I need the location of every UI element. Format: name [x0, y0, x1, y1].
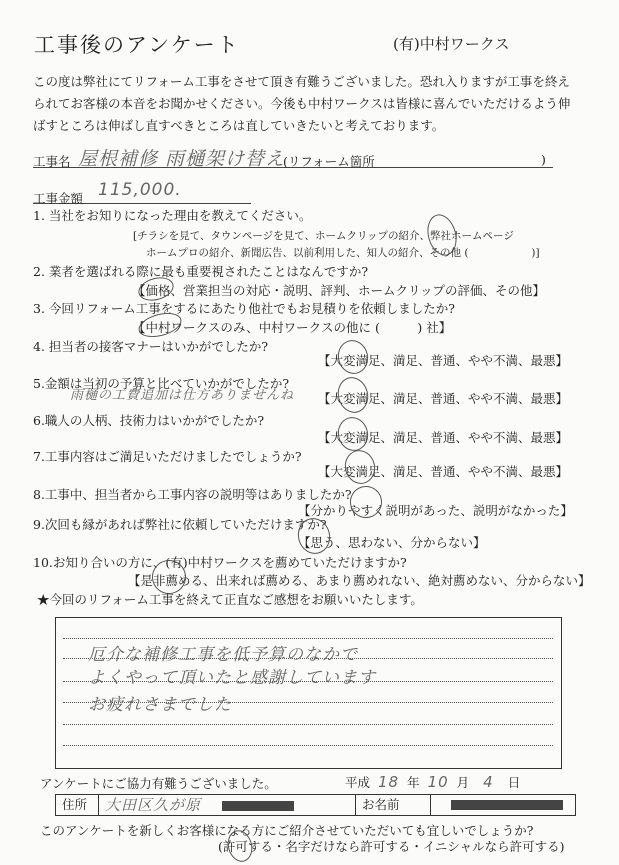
feedback-line: よくやって頂いたと感謝しています — [88, 668, 376, 688]
question-8: 8.工事中、担当者から工事内容の説明等はありましたか? — [33, 487, 352, 502]
question-5: 5.金額は当初の予算と比べていかがでしたか? — [33, 376, 290, 391]
question-2: 2. 業者を選ばれる際に最も重要視されたことはなんですか? — [33, 264, 369, 279]
page-title: 工事後のアンケート — [34, 33, 240, 57]
question-9-options: 【思う、思わない、分からない】 — [298, 535, 486, 550]
question-9: 9.次回も縁があれば弊社に依頼していただけますか? — [33, 517, 327, 532]
question-6-options: 【大変満足、満足、普通、やや不満、最悪】 — [318, 430, 569, 445]
feedback-line: 厄介な補修工事を低予算のなかで — [88, 645, 358, 665]
redacted-block — [222, 801, 294, 811]
project-amount-value: 115,000. — [98, 180, 182, 200]
date-month-label: 月 — [456, 775, 470, 790]
project-name-close: ) — [541, 152, 546, 167]
name-field — [430, 795, 575, 815]
question-3-options: 【中村ワークスのみ、中村ワークスの他に ( ) 社】 — [133, 320, 452, 335]
permission-options: (許可する・名字だけなら許可する・イニシャルなら許可する) — [218, 839, 565, 854]
project-amount-label: 工事金額 — [33, 191, 84, 206]
intro-line: られてお客様の本音をお聞かせください。今後も中村ワークスは皆様に喜んでいただけるよう伸 — [33, 96, 571, 111]
question-4-options: 【大変満足、満足、普通、やや不満、最悪】 — [318, 353, 569, 368]
selection-circle — [334, 414, 372, 455]
date-month: 10 — [427, 773, 449, 791]
question-1-options: ホームプロの紹介、新聞広告、以前利用した、知人の紹介、その他 ( )] — [146, 247, 540, 259]
project-amount-field — [33, 180, 251, 206]
address-value: 大田区久が原 — [105, 796, 202, 814]
intro-line: ばすところは伸ばし直すべきところは直していきたいと考えております。 — [33, 118, 445, 133]
question-10-options: 【是非薦める、出来れば薦める、あまり薦めれない、絶対薦めない、分からない】 — [128, 573, 591, 588]
dotted-line — [63, 724, 553, 725]
intro-line: この度は弊社にてリフォーム工事をさせて頂き有難うございました。恐れ入りますが工事を終え — [33, 74, 570, 89]
permission-question: このアンケートを新しくお客様になる方にご紹介させていただいても宜しいでしょうか? — [40, 823, 534, 838]
question-4: 4. 担当者の接客マナーはいかがでしたか? — [33, 339, 269, 354]
contact-table — [55, 794, 576, 816]
thanks-text: アンケートにご協力有難うございました。 — [40, 776, 277, 791]
date — [345, 773, 520, 791]
address-field — [98, 795, 355, 815]
question-6: 6.職人の人柄、技術力はいかがでしたか? — [33, 413, 265, 428]
question-10: 10.お知り合いの方に、(有)中村ワークスを薦めていただけますか? — [33, 555, 407, 570]
project-name-field — [33, 146, 553, 168]
question-7-options: 【大変満足、満足、普通、やや不満、最悪】 — [318, 464, 569, 479]
question-1-options: [チラシを見て、タウンページを見て、ホームクリップの紹介、弊社ホームページ — [133, 230, 514, 242]
date-day-label: 日 — [507, 775, 521, 790]
date-era: 平成 — [345, 775, 371, 790]
date-day: 4 — [483, 773, 494, 791]
question-3: 3. 今回リフォーム工事をするにあたり他社でもお見積りを依頼しましたか? — [33, 301, 455, 316]
company-name: (有)中村ワークス — [393, 35, 510, 53]
selection-circle — [334, 374, 372, 417]
redacted-block — [451, 800, 563, 810]
question-1: 1. 当社をお知りになった理由を教えてください。 — [33, 208, 312, 223]
question-8-options: 【分かりやすく説明があった、説明がなかった】 — [298, 503, 573, 518]
selection-circle — [341, 447, 379, 488]
project-name-suffix: (リフォーム箇所 — [283, 154, 375, 169]
address-label: 住所 — [55, 795, 98, 815]
feedback-prompt: ★今回のリフォーム工事を終えて正直なご感想をお願いいたします。 — [37, 592, 423, 607]
selection-circle — [334, 337, 372, 378]
date-year-label: 年 — [407, 775, 420, 790]
feedback-line: お疲れさまでした — [88, 695, 232, 715]
project-name-label: 工事名 — [33, 154, 71, 169]
dotted-line — [63, 638, 553, 639]
name-label: お名前 — [355, 795, 430, 815]
dotted-line — [63, 745, 553, 746]
project-name-value: 屋根補修 雨樋架け替え — [78, 148, 286, 170]
date-year: 18 — [378, 773, 400, 791]
question-5-options: 【大変満足、満足、普通、やや不満、最悪】 — [318, 391, 569, 406]
question-7: 7.工事内容はご満足いただけましたでしょうか? — [33, 449, 302, 464]
question-5-comment: 雨樋の工費追加は仕方ありませんね — [70, 388, 295, 403]
question-2-options: 【価格、営業担当の対応・説明、評判、ホームクリップの評価、その他】 — [133, 283, 546, 298]
